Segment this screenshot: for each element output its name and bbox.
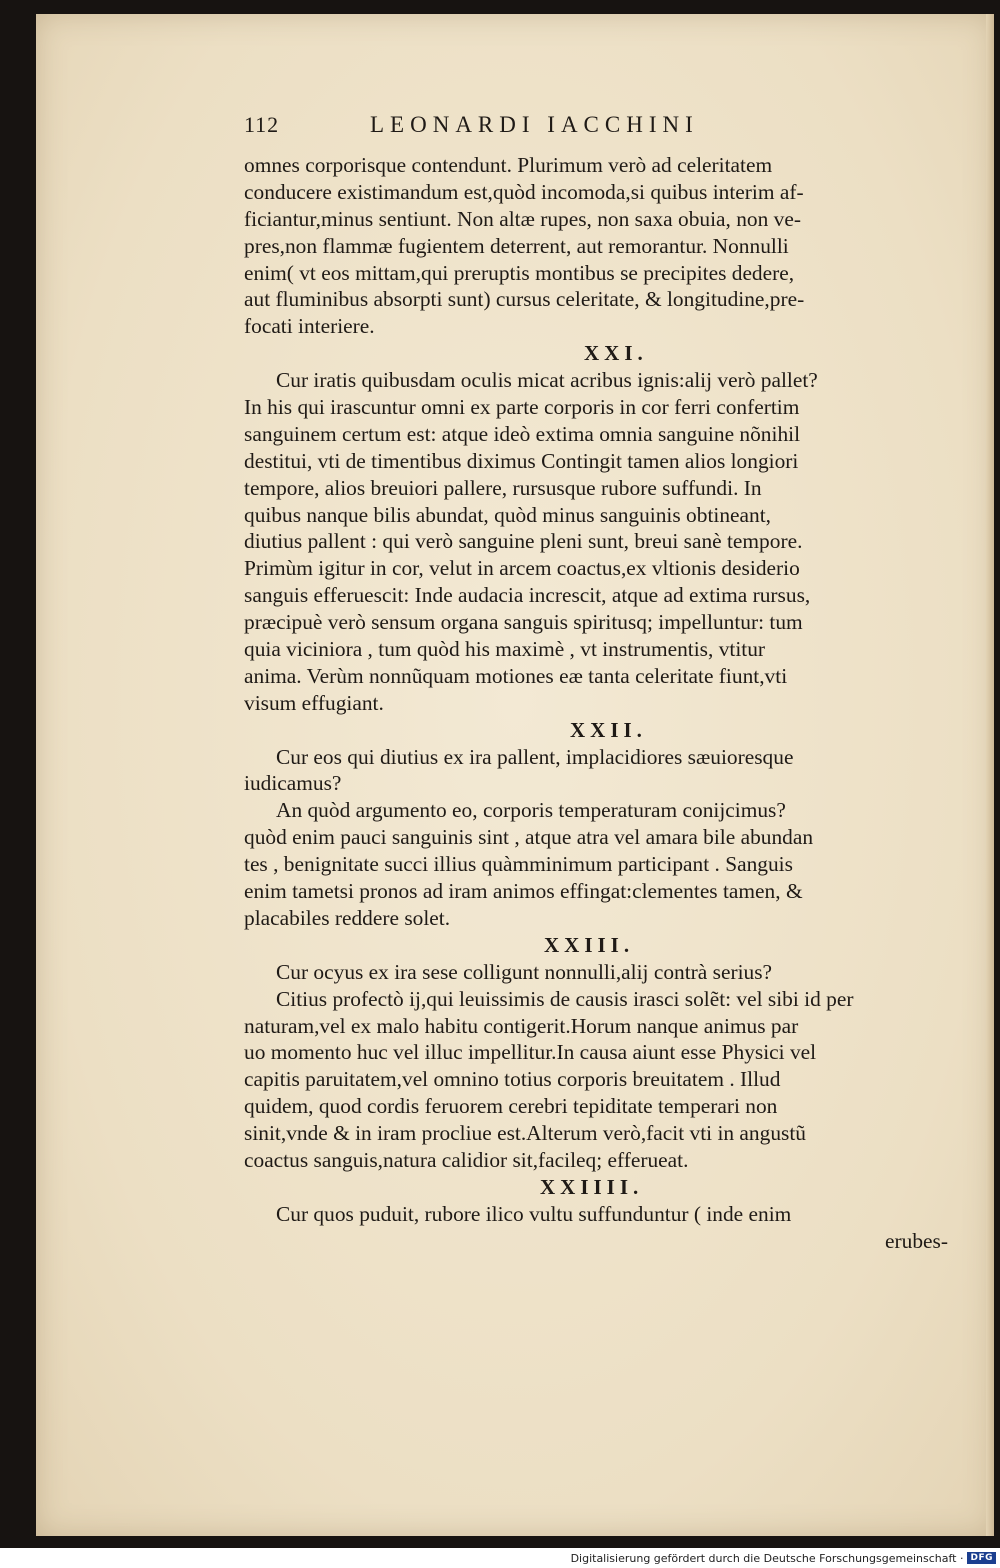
funding-credit: Digitalisierung gefördert durch die Deutsche Forschungsgemeinschaft · [570,1551,964,1565]
text-line: omnes corporisque contendunt. Plurimum verò ad celeritatem [244,153,773,177]
text-block [244,112,960,1255]
text-line: Primùm igitur in cor, velut in arcem coactus,ex vltionis desiderio [244,556,800,581]
text-line: visum effugiant. [244,690,384,715]
text-line: Cur iratis quibusdam oculis micat acribus ignis:alij verò pallet? [276,368,818,393]
section-heading: XXIIII. [540,1174,644,1199]
text-line: sanguis efferuescit: Inde audacia increscit, atque ad extima rursus, [244,583,811,608]
text-line: Cur eos qui diutius ex ira pallent, implacidiores sæuioresque [276,744,794,769]
text-line: tempore, alios breuiori pallere, rursusque rubore suffundi. In [244,475,762,500]
page-number: 112 [244,112,280,137]
text-line: aut fluminibus absorpti sunt) cursus celeritate, & longitudine,pre- [244,287,805,312]
text-line: uo momento huc vel illuc impellitur.In causa aiunt esse Physici vel [244,1040,817,1065]
text-line: pres,non flammæ fugientem deterrent, aut remorantur. Nonnulli [244,233,789,258]
section-heading: XXI. [584,341,648,366]
text-line: placabiles reddere solet. [244,905,451,930]
dfg-logo-icon: DFG [967,1552,996,1564]
text-line: præcipuè verò sensum organa sanguis spiritusq; impelluntur: tum [244,610,803,635]
section-heading: XXIII. [544,932,635,957]
text-line: anima. Verùm nonnũquam motiones eæ tanta celeritate fiunt,vti [244,663,788,688]
text-line: quibus nanque bilis abundat, quòd minus sanguinis obtineant, [244,502,771,527]
page-edge [986,14,994,1536]
text-line: quòd enim pauci sanguinis sint , atque atra vel amara bile abundan [244,825,814,850]
text-line: ficiantur,minus sentiunt. Non altæ rupes, non saxa obuia, non ve- [244,206,801,231]
text-line: iudicamus? [244,771,342,796]
text-line: tes , benignitate succi illius quàmminimum participant . Sanguis [244,852,793,877]
body-text [244,152,960,1255]
footer-bar [0,1548,1000,1568]
text-line: coactus sanguis,natura calidior sit,facileq; efferueat. [244,1147,689,1172]
text-line: capitis paruitatem,vel omnino totius corporis breuitatem . Illud [244,1067,781,1092]
text-line: Cur ocyus ex ira sese colligunt nonnulli,alij contrà serius? [276,959,773,984]
text-line: In his qui irascuntur omni ex parte corporis in cor ferri confertim [244,395,800,420]
section-heading: XXII. [570,717,647,742]
text-line: Citius profectò ij,qui leuissimis de causis irasci solẽt: vel sibi id per [276,986,854,1011]
text-line: destitui, vti de timentibus diximus Contingit tamen alios longiori [244,448,799,473]
text-line: enim( vt eos mittam,qui preruptis montibus se precipites dedere, [244,260,795,285]
running-head [244,112,960,152]
text-line: diutius pallent : qui verò sanguine pleni sunt, breui sanè tempore. [244,529,803,554]
text-line: sinit,vnde & in iram procliue est.Alterum verò,facit vti in angustũ [244,1121,806,1146]
text-line: quia viciniora , tum quòd his maximè , vt instrumentis, vtitur [244,637,766,662]
text-line: sanguinem certum est: atque ideò extima omnia sanguine nõnihil [244,421,801,446]
text-line: quidem, quod cordis feruorem cerebri tepiditate temperari non [244,1094,778,1119]
text-line: focati interiere. [244,314,375,339]
running-title: LEONARDI IACCHINI [370,112,699,137]
text-line: An quòd argumento eo, corporis temperaturam conijcimus? [276,798,786,823]
text-line: erubes- [885,1228,948,1253]
text-line: Cur quos puduit, rubore ilico vultu suffunduntur ( inde enim [276,1201,792,1226]
text-line: conducere existimandum est,quòd incomoda,si quibus interim af- [244,179,804,204]
text-line: naturam,vel ex malo habitu contigerit.Horum nanque animus par [244,1013,799,1038]
text-line: enim tametsi pronos ad iram animos effingat:clementes tamen, & [244,879,803,904]
